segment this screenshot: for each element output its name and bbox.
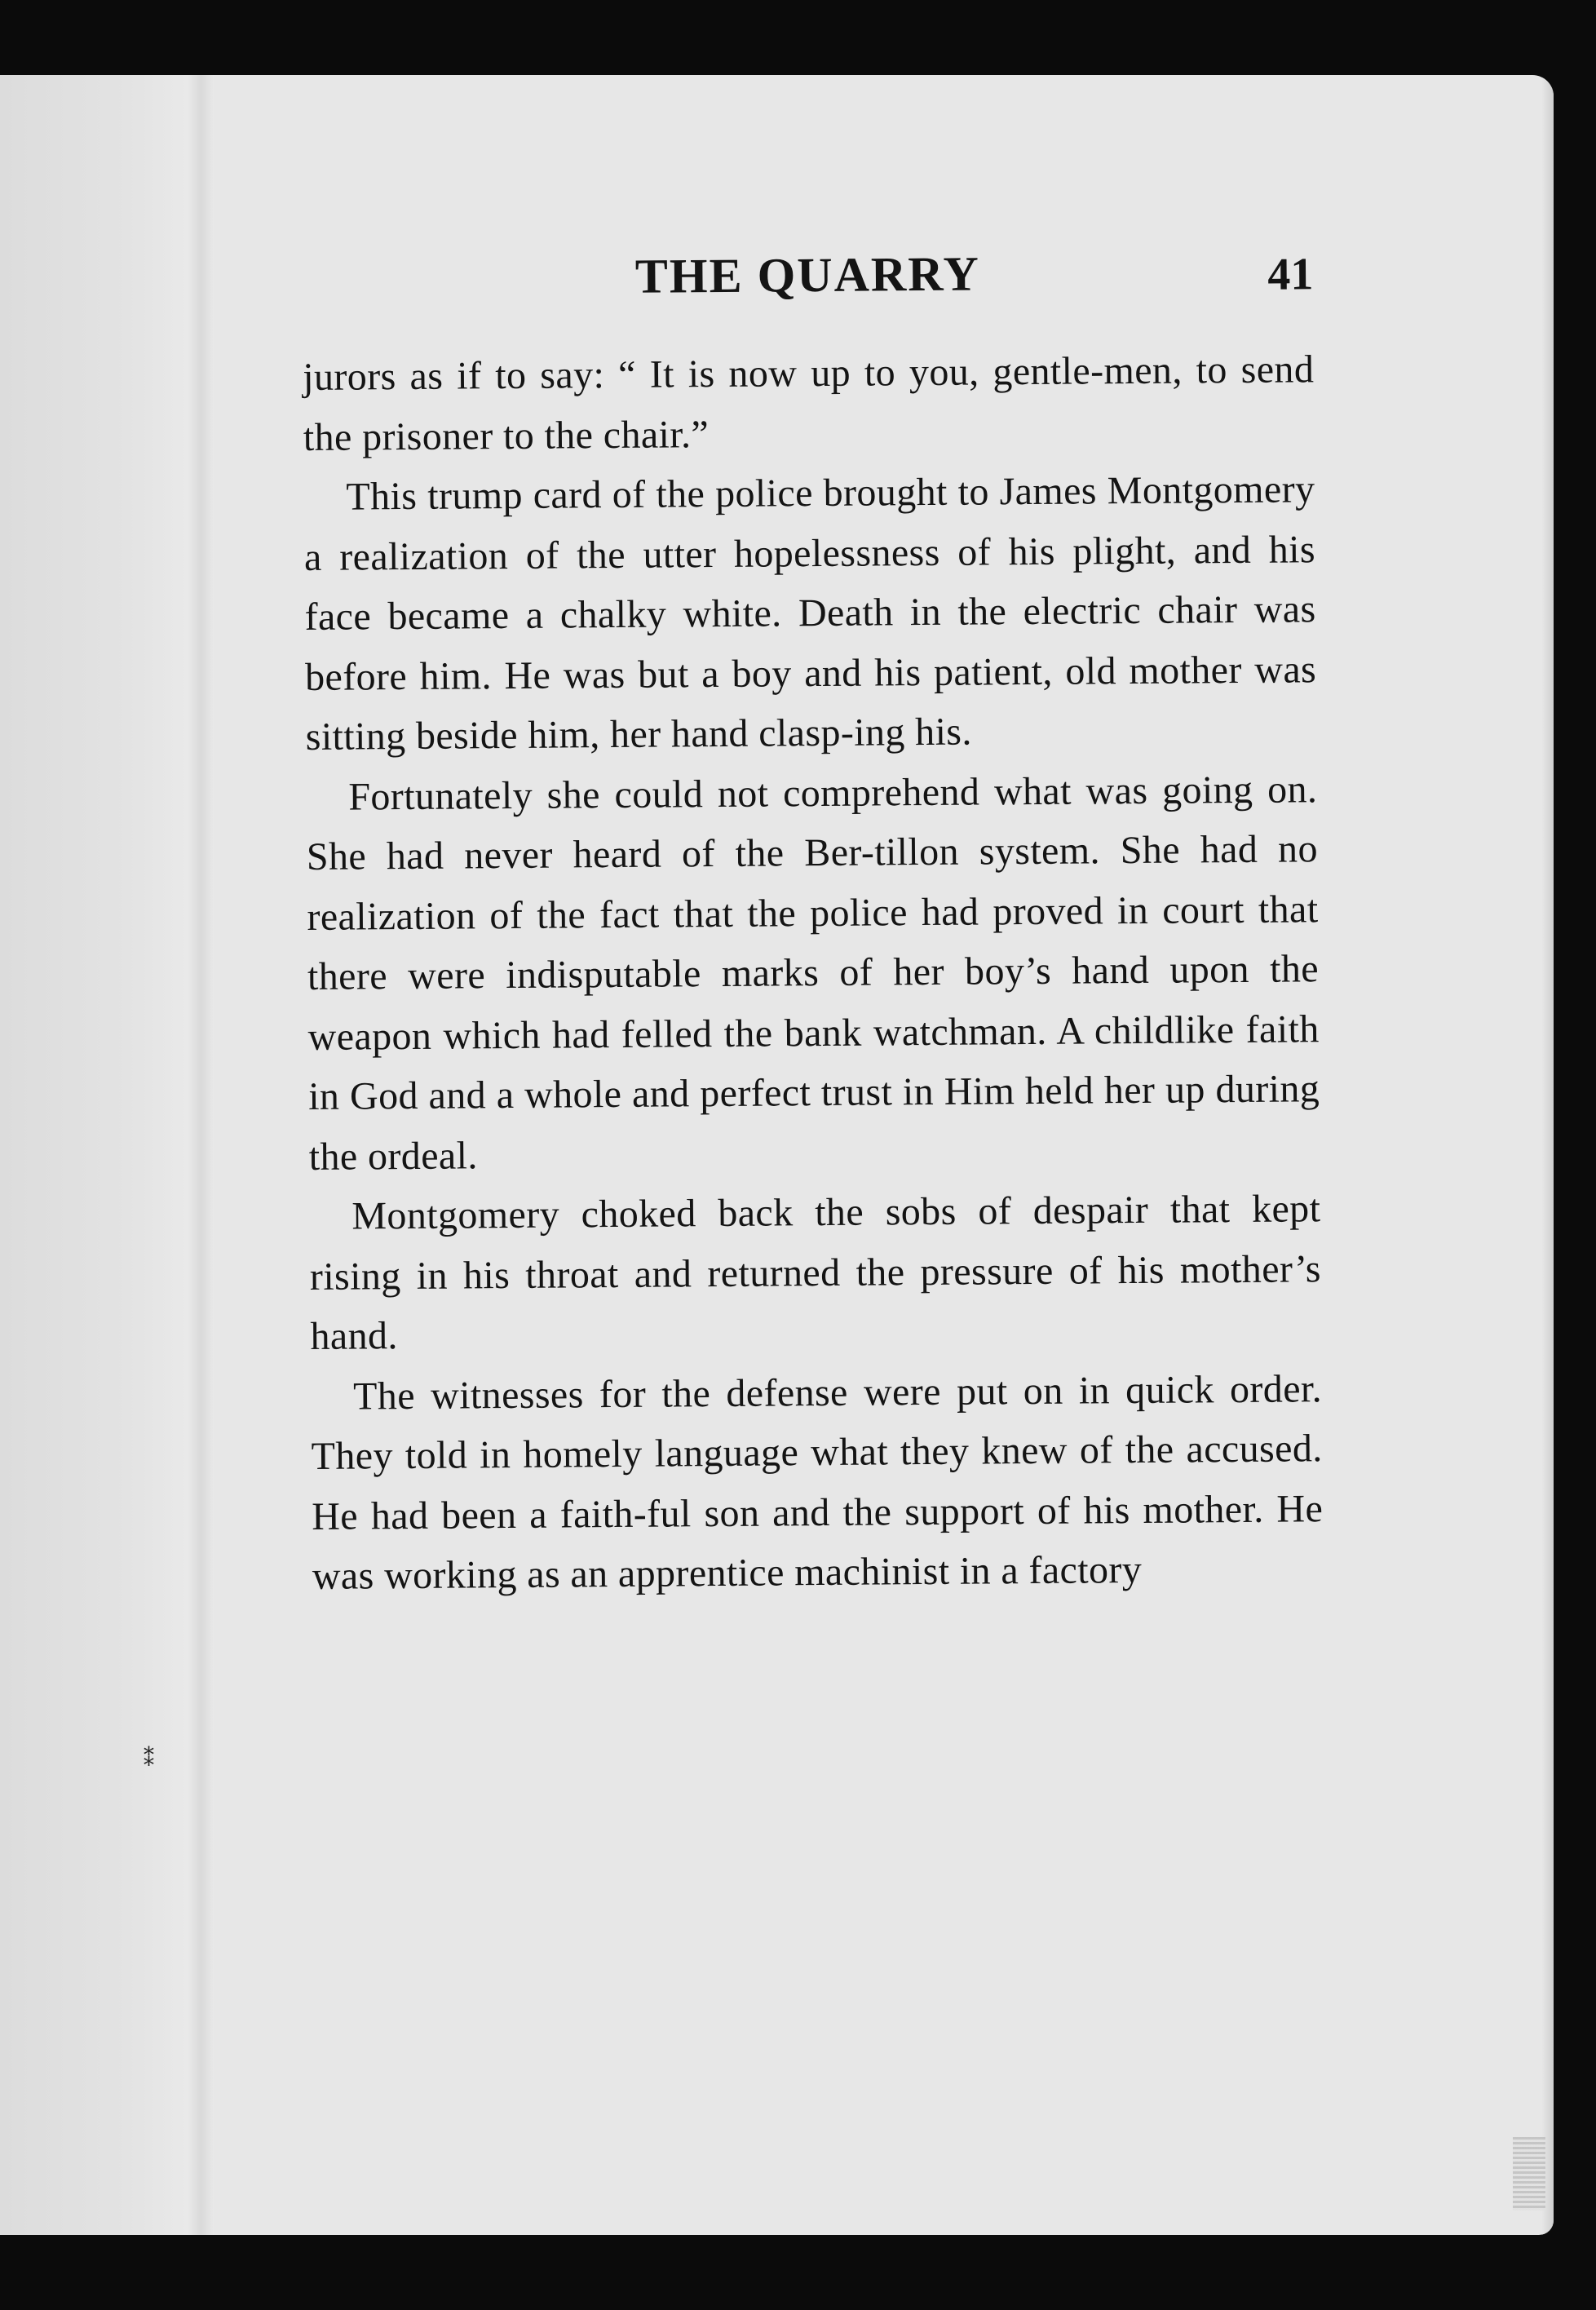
body-text xyxy=(303,339,1324,1606)
running-title: THE QUARRY xyxy=(634,246,981,303)
page-content xyxy=(302,237,1324,1606)
page-right-edge xyxy=(1542,75,1554,2235)
paragraph-1: jurors as if to say: “ It is now up to you, gentle-men, to send the prisoner to the chair.” xyxy=(303,347,1315,459)
page-edge-mark xyxy=(1513,2137,1545,2210)
page-number: 41 xyxy=(1267,249,1314,300)
margin-speck: ⁑ xyxy=(144,1747,154,1771)
paragraph-2: This trump card of the police brought to James Montgomery a realization of the utter hopelessness of his plight, and his face became a chalky white. Death in the electric chair was before him. He was but a boy and his patient, old mother was sitting beside him, her hand clasp-ing his. xyxy=(303,467,1317,759)
paragraph-4: Montgomery choked back the sobs of despair that kept rising in his throat and returned the pressure of his mother’s hand. xyxy=(309,1187,1322,1358)
paragraph-5: The witnesses for the defense were put on in quick order. They told in homely language what they knew of the accused. He had been a faith-ful son and the support of his mother. He was working as an apprentice machinist in a factory xyxy=(311,1366,1324,1598)
binding-gutter xyxy=(0,75,214,2235)
running-head xyxy=(302,237,1314,318)
paragraph-3: Fortunately she could not comprehend what was going on. She had never heard of the Ber-tillon system. She had no realization of the fact that the police had proved in court that there were indisputable marks of her boy’s hand upon the weapon which had felled the bank watchman. A childlike faith in God and a whole and perfect trust in Him held her up during the ordeal. xyxy=(306,767,1320,1179)
